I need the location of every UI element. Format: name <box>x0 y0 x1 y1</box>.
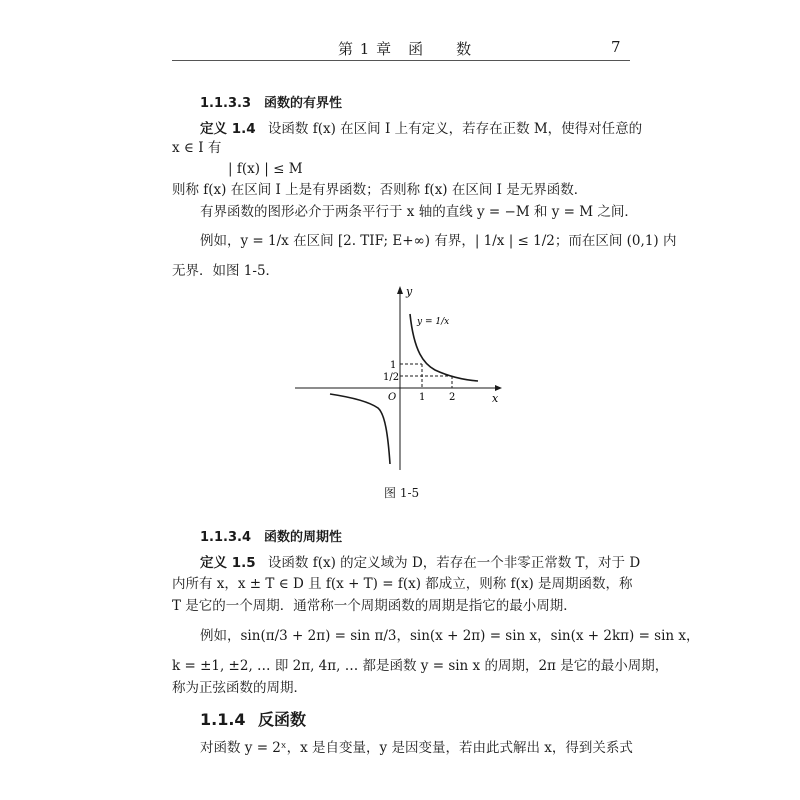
definition-1-4-line-2: x ∈ I 有 <box>172 140 222 156</box>
x-axis-arrow <box>495 385 502 391</box>
definition-text: 设函数 f(x) 的定义域为 D，若存在一个非零正常数 T，对于 D <box>267 555 641 571</box>
paragraph-bounded-graph: 有界函数的图形必介于两条平行于 x 轴的直线 y = −M 和 y = M 之间． <box>200 204 638 220</box>
y-axis-label: y <box>406 285 413 298</box>
example-2-line-3: 称为正弦函数的周期． <box>172 680 307 696</box>
definition-label: 定义 1.4 <box>200 121 256 137</box>
definition-1-4-line-1 <box>200 120 642 138</box>
x-tick-2: 2 <box>449 392 456 403</box>
section-title: 函数的周期性 <box>264 530 343 545</box>
example-2-line-2: k = ±1, ±2, … 即 2π, 4π, … 都是函数 y = sin x 的周期，2π 是它的最小周期， <box>172 658 669 674</box>
page-number: 7 <box>611 38 621 56</box>
definition-1-5-line-1 <box>200 554 640 572</box>
definition-1-4-line-3: 则称 f(x) 在区间 I 上是有界函数；否则称 f(x) 在区间 I 是无界函数． <box>172 182 588 198</box>
curve-negative-branch <box>330 394 390 464</box>
example-2-line-1: 例如，sin(π/3 + 2π) = sin π/3，sin(x + 2π) = sin x，sin(x + 2kπ) = sin x， <box>200 628 700 644</box>
curve-label: y = 1/x <box>417 317 450 327</box>
header-rule <box>172 60 630 61</box>
section-heading-1-1-3-3 <box>200 92 342 111</box>
section-title: 函数的有界性 <box>264 96 343 111</box>
y-tick-half: 1/2 <box>383 372 400 383</box>
running-header-chapter: 第 1 章 函 数 <box>338 40 473 58</box>
section-heading-1-1-3-4 <box>200 526 342 545</box>
paragraph-inverse-function: 对函数 y = 2ˣ，x 是自变量，y 是因变量，若由此式解出 x，得到关系式 <box>200 740 633 756</box>
x-tick-1: 1 <box>419 392 426 403</box>
example-1-line-2: 无界．如图 1-5． <box>172 263 280 279</box>
section-title: 反函数 <box>258 710 307 729</box>
figure-caption: 图 1-5 <box>384 486 420 500</box>
definition-text: 设函数 f(x) 在区间 I 上有定义，若存在正数 M，使得对任意的 <box>267 121 643 137</box>
y-tick-1: 1 <box>390 360 397 371</box>
origin-label: O <box>388 392 397 403</box>
section-number: 1.1.3.3 <box>200 96 251 111</box>
section-heading-1-1-4 <box>200 707 306 730</box>
definition-1-4-formula: | f(x) | ≤ M <box>228 161 303 177</box>
definition-1-5-line-2: 内所有 x，x ± T ∈ D 且 f(x + T) = f(x) 都成立，则称 f(x) 是周期函数，称 <box>172 576 633 592</box>
figure-1-5-graph <box>290 280 510 475</box>
definition-1-5-line-3: T 是它的一个周期．通常称一个周期函数的周期是指它的最小周期． <box>172 598 577 614</box>
section-number: 1.1.3.4 <box>200 530 251 545</box>
y-axis-arrow <box>397 286 403 294</box>
section-number: 1.1.4 <box>200 710 246 729</box>
example-1-line-1: 例如，y = 1/x 在区间 [2. TIF; E+∞) 有界，| 1/x | ≤ 1/2；而在区间 (0,1) 内 <box>200 233 677 249</box>
x-axis-label: x <box>492 392 499 405</box>
definition-label: 定义 1.5 <box>200 555 256 571</box>
